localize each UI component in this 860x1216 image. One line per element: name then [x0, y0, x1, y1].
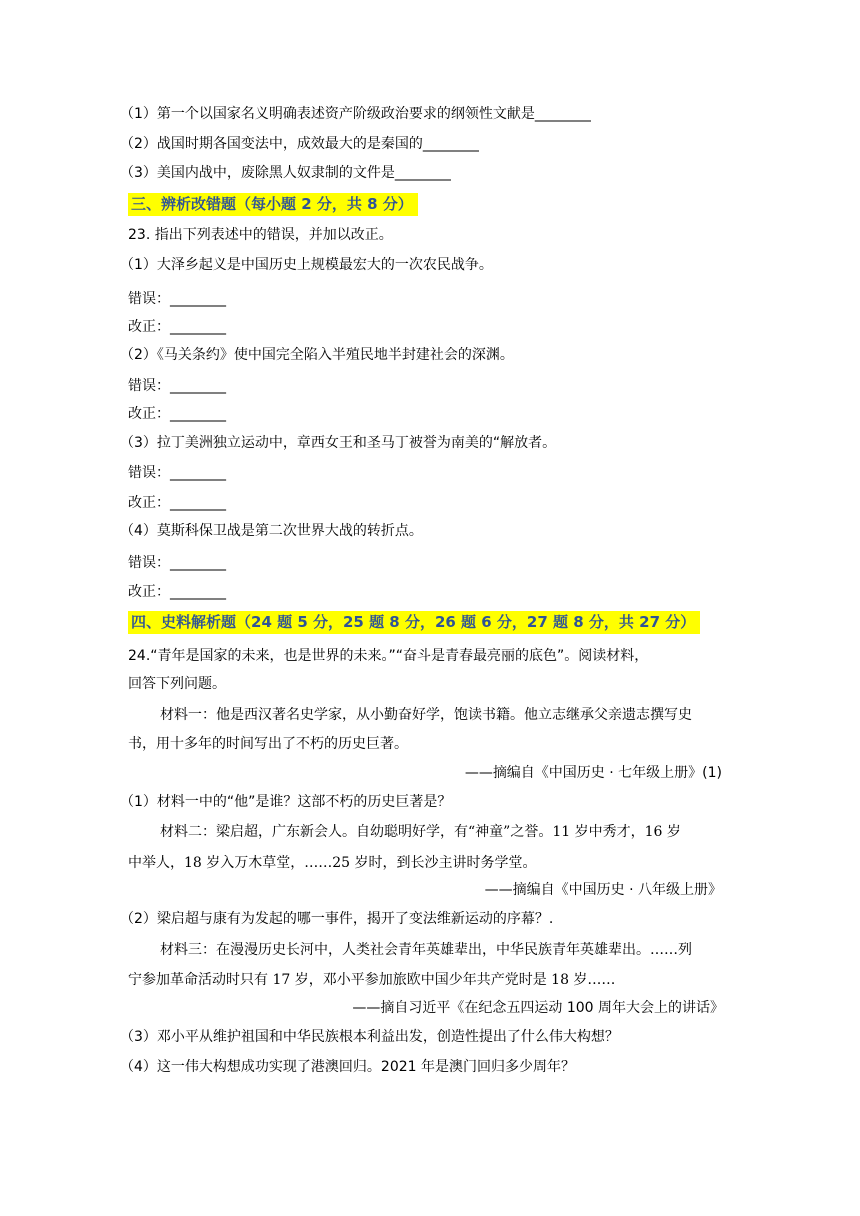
q23-item-4-fix: 改正：________ — [128, 584, 226, 600]
q23-item-1-statement: （1）大泽乡起义是中国历史上规模最宏大的一次农民战争。 — [120, 257, 493, 273]
q24-sub-3: （3）邓小平从维护祖国和中华民族根本利益出发，创造性提出了什么伟大构想？ — [120, 1029, 619, 1045]
material-3-source: ——摘自习近平《在纪念五四运动 100 周年大会上的讲话》 — [352, 1000, 724, 1016]
section-3-heading: 三、辨析改错题（每小题 2 分，共 8 分） — [128, 193, 418, 216]
q23-item-2-error: 错误：________ — [128, 378, 226, 394]
q23-stem: 23. 指出下列表述中的错误，并加以改正。 — [128, 227, 393, 243]
q23-item-3-error: 错误：________ — [128, 465, 226, 481]
q24-sub-1: （1）材料一中的“他”是谁？这部不朽的历史巨著是？ — [120, 794, 452, 810]
q24-sub-4: （4）这一伟大构想成功实现了港澳回归。2021 年是澳门回归多少周年？ — [120, 1059, 575, 1075]
q23-item-4-error: 错误：________ — [128, 555, 226, 571]
q24-stem-line-2: 回答下列问题。 — [128, 676, 226, 692]
material-1-line-2: 书，用十多年的时间写出了不朽的历史巨著。 — [128, 736, 408, 752]
material-1-line-1: 材料一：他是西汉著名史学家，从小勤奋好学，饱读书籍。他立志继承父亲遗志撰写史 — [160, 707, 692, 723]
material-3-line-2: 宁参加革命活动时只有 17 岁，邓小平参加旅欧中国少年共产党时是 18 岁…… — [128, 972, 616, 988]
material-3-line-1: 材料三：在漫漫历史长河中，人类社会青年英雄辈出，中华民族青年英雄辈出。……列 — [160, 942, 692, 958]
fill-blank-q3: （3）美国内战中，废除黑人奴隶制的文件是________ — [120, 165, 451, 181]
q24-stem-line-1: 24.“青年是国家的未来，也是世界的未来。”“奋斗是青春最亮丽的底色”。阅读材料， — [128, 648, 649, 664]
material-2-line-2: 中举人，18 岁入万木草堂，……25 岁时，到长沙主讲时务学堂。 — [128, 855, 537, 871]
q23-item-4-statement: （4）莫斯科保卫战是第二次世界大战的转折点。 — [120, 523, 423, 539]
q23-item-3-statement: （3）拉丁美洲独立运动中，章西女王和圣马丁被誉为南美的“解放者。 — [120, 435, 557, 451]
material-2-line-1: 材料二：梁启超，广东新会人。自幼聪明好学，有“神童”之誉。11 岁中秀才，16 岁 — [160, 824, 681, 840]
fill-blank-q2: （2）战国时期各国变法中，成效最大的是秦国的________ — [120, 136, 479, 152]
q23-item-2-statement: （2）《马关条约》使中国完全陷入半殖民地半封建社会的深渊。 — [120, 347, 514, 363]
q24-sub-2: （2）梁启超与康有为发起的哪一事件，揭开了变法维新运动的序幕？. — [120, 911, 554, 927]
material-2-source: ——摘编自《中国历史 · 八年级上册》 — [484, 882, 722, 898]
q23-item-1-error: 错误：________ — [128, 291, 226, 307]
section-4-heading: 四、史料解析题（24 题 5 分，25 题 8 分，26 题 6 分，27 题 8 分，共 27 分） — [128, 611, 700, 634]
fill-blank-q1: （1）第一个以国家名义明确表述资产阶级政治要求的纲领性文献是________ — [120, 106, 591, 122]
q23-item-2-fix: 改正：________ — [128, 406, 226, 422]
q23-item-3-fix: 改正：________ — [128, 495, 226, 511]
q23-item-1-fix: 改正：________ — [128, 319, 226, 335]
material-1-source: ——摘编自《中国历史 · 七年级上册》(1) — [464, 765, 722, 781]
